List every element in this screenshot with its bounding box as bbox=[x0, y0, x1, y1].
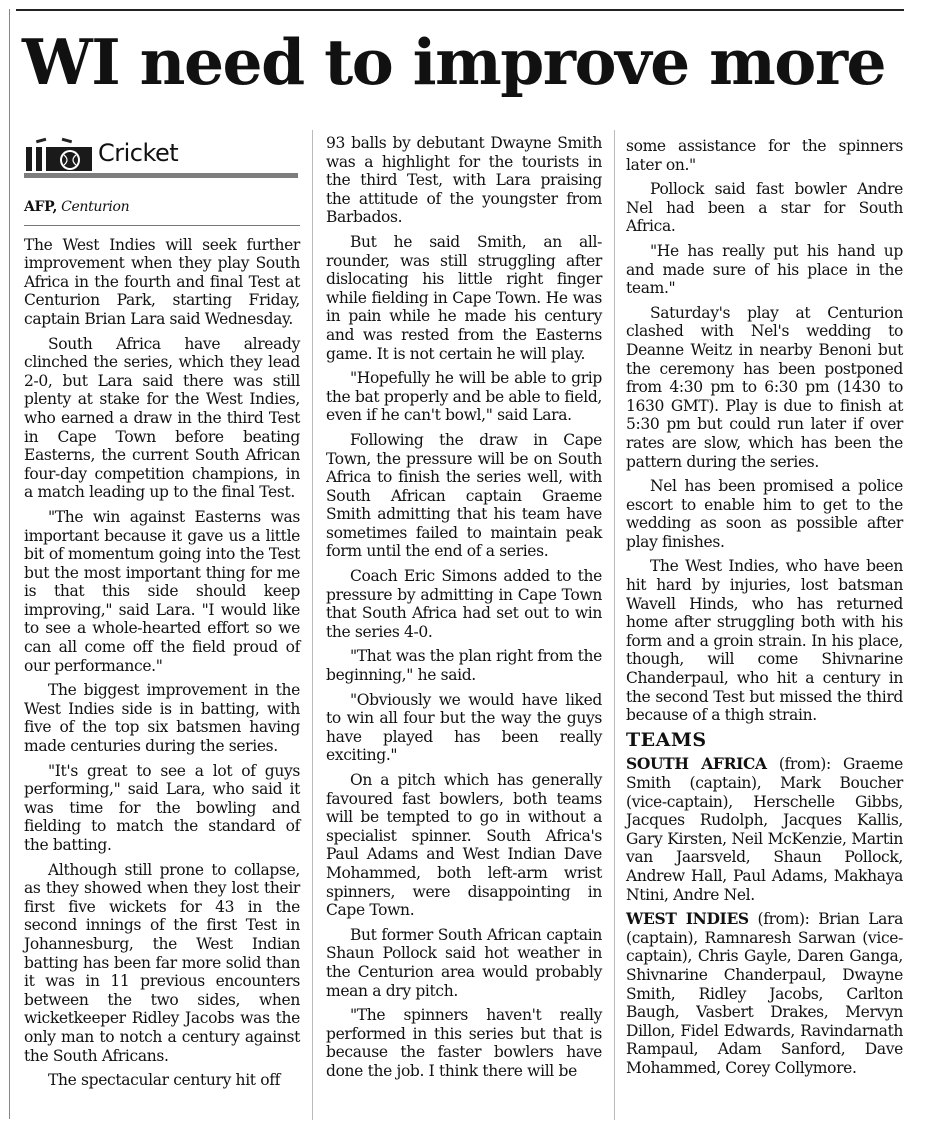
paragraph: But former South African captain Shaun Pollock said hot weather in the Centurion area would probably mean a dry pitch. bbox=[326, 925, 602, 1000]
paragraph: Pollock said fast bowler Andre Nel had been a star for South Africa. bbox=[626, 180, 903, 236]
left-rule bbox=[9, 9, 10, 1119]
paragraph: "Hopefully he will be able to grip the bat properly and be able to field, even if he can't bowl," said Lara. bbox=[326, 369, 602, 425]
team-list: (from): Graeme Smith (captain), Mark Boucher (vice-captain), Herschelle Gibbs, Jacques Rudolph, Jacques Kallis, Gary Kirsten, Neil McKenzie, Martin van Jaarsveld, Shaun Pollock, Andrew Hall, Paul Adams, Makhaya Ntini, Andre Nel. bbox=[626, 755, 903, 904]
team-name: WEST INDIES bbox=[626, 909, 749, 929]
paragraph: Following the draw in Cape Town, the pressure will be on South Africa to finish the series well, with South African captain Graeme Smith admitting that his team have sometimes failed to maintain peak form until the end of a series. bbox=[326, 430, 602, 561]
byline bbox=[24, 198, 300, 217]
cricket-logo-icon bbox=[24, 133, 94, 173]
paragraph: "Obviously we would have liked to win all four but the way the guys have played has been really exciting." bbox=[326, 690, 602, 765]
paragraph: "He has really put his hand up and made sure of his place in the team." bbox=[626, 241, 903, 298]
article-column-3 bbox=[626, 137, 903, 1084]
article-column-2 bbox=[326, 134, 602, 1087]
teams-heading: TEAMS bbox=[626, 728, 707, 751]
paragraph: On a pitch which has generally favoured fast bowlers, both teams will be tempted to go in without a specialist spinner. South Africa's Paul Adams and West Indian Dave Mohammed, both left-arm wrist spinners, were disappointing in Cape Town. bbox=[326, 771, 602, 920]
top-rule bbox=[16, 9, 904, 11]
team-west-indies bbox=[626, 910, 903, 1077]
column-separator bbox=[312, 130, 313, 1120]
paragraph: Coach Eric Simons added to the pressure by admitting in Cape Town that South Africa had set out to win the series 4-0. bbox=[326, 567, 602, 641]
byline-place: Centurion bbox=[61, 199, 130, 215]
paragraph: "It's great to see a lot of guys performing," said Lara, who said it was time for the bowling and fielding to match the standard of the batting. bbox=[24, 761, 300, 854]
article-column-1 bbox=[24, 133, 300, 1096]
section-label: Cricket bbox=[98, 138, 179, 167]
paragraph: 93 balls by debutant Dwayne Smith was a highlight for the tourists in the third Test, with Lara praising the attitude of the youngster from Barbados. bbox=[326, 134, 602, 227]
paragraph: The spectacular century hit off bbox=[48, 1071, 281, 1090]
paragraph: South Africa have already clinched the series, which they lead 2-0, but Lara said there was still plenty at stake for the West Indies, who earned a draw in the third Test in Cape Town before beating Easterns, the current South African four-day competition champions, in a match leading up to the final Test. bbox=[24, 334, 300, 502]
paragraph: some assistance for the spinners later on." bbox=[626, 137, 903, 174]
paragraph: "The win against Easterns was important because it gave us a little bit of momentum going into the Test but the most important thing for me is that this side should keep improving," said Lara. "I would like to see a whole-hearted effort so we can all come off the field proud of our performance." bbox=[24, 507, 300, 675]
paragraph: Although still prone to collapse, as they showed when they lost their first five wickets for 43 in the second innings of the first Test in Johannesburg, the West Indian batting has been far more solid than it was in 11 previous encounters between the two sides, when wicketkeeper Ridley Jacobs was the only man to notch a century against the South Africans. bbox=[24, 860, 300, 1065]
paragraph: The biggest improvement in the West Indies side is in batting, with five of the top six batsmen having made centuries during the series. bbox=[24, 681, 300, 756]
paragraph: The West Indies, who have been hit hard by injuries, lost batsman Wavell Hinds, who has returned home after struggling both with his form and a groin strain. In his place, though, will come Shivnarine Chanderpaul, who hit a century in the second Test but missed the third because of a thigh strain. bbox=[626, 557, 903, 725]
paragraph: But he said Smith, an all-rounder, was still struggling after dislocating his little right finger while fielding in Cape Town. He was in pain while he made his century and was rested from the Easterns game. It is not certain he will play. bbox=[326, 232, 602, 363]
column-separator bbox=[614, 130, 615, 1120]
section-bar bbox=[24, 173, 298, 178]
team-name: SOUTH AFRICA bbox=[626, 754, 767, 774]
paragraph: "The spinners haven't really performed in this series but that is because the faster bowlers have done the job. I think there will be bbox=[326, 1006, 602, 1080]
byline-agency: AFP, bbox=[24, 199, 57, 215]
section-header bbox=[24, 133, 300, 173]
paragraph: "That was the plan right from the beginning," he said. bbox=[326, 647, 602, 685]
headline: WI need to improve more bbox=[22, 25, 886, 99]
team-south-africa bbox=[626, 755, 903, 904]
paragraph: Nel has been promised a police escort to enable him to get to the wedding as soon as possible after play finishes. bbox=[626, 477, 903, 551]
paragraph: The West Indies will seek further improvement when they play South Africa in the fourth and final Test at Centurion Park, starting Friday, captain Brian Lara said Wednesday. bbox=[24, 235, 300, 328]
team-list: (from): Brian Lara (captain), Ramnaresh Sarwan (vice-captain), Chris Gayle, Daren Ganga, Shivnarine Chanderpaul, Dwayne Smith, Ridley Jacobs, Carlton Baugh, Vasbert Drakes, Mervyn Dillon, Fidel Edwards, Ravindarnath Rampaul, Adam Sanford, Dave Mohammed, Corey Collymore. bbox=[626, 910, 904, 1077]
byline-rule bbox=[24, 225, 300, 226]
paragraph: Saturday's play at Centurion clashed with Nel's wedding to Deanne Weitz in nearby Benoni but the ceremony has been postponed from 4:30 pm to 6:30 pm (1430 to 1630 GMT). Play is due to finish at 5:30 pm but could run later if over rates are slow, which has been the pattern during the series. bbox=[626, 303, 903, 471]
